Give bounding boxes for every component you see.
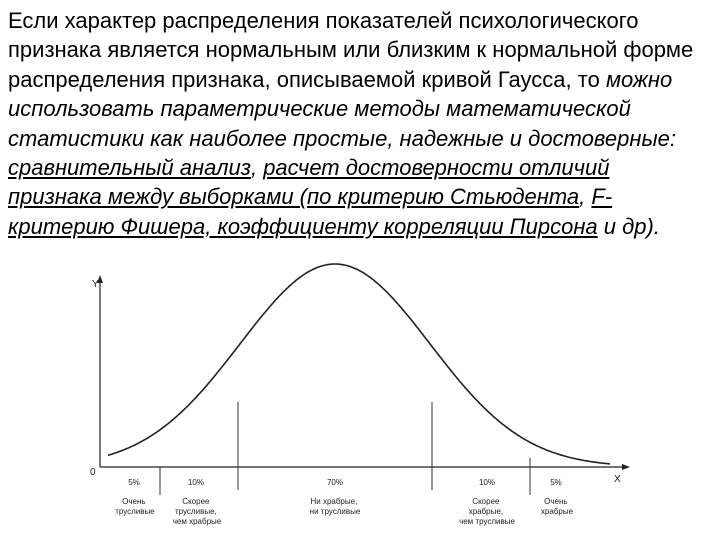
x-axis-label: X: [614, 474, 621, 485]
paragraph-italic-tail: и др).: [597, 213, 660, 239]
segment-caption-2: Скорее трусливые, чем храбрые: [172, 497, 222, 526]
paragraph-underlined-student-test: расчет достоверности отличий признака между выборками (по критерию Стьюдента: [8, 155, 610, 210]
paragraph-underlined-fisher-pearson: F-критерию Фишера, коэффициенту корреляции Пирсона: [8, 184, 613, 239]
paragraph-separator-1: ,: [250, 155, 264, 181]
segment-caption-4: Скорее храбрые, чем трусливые: [459, 497, 515, 526]
explanatory-paragraph: [8, 6, 708, 241]
segment-percent-5: 5%: [550, 478, 562, 487]
y-axis-label: Y: [92, 279, 99, 290]
gaussian-curve: [108, 264, 610, 464]
paragraph-plain-text: Если характер распределения показателей психологического признака является нормальным или близким к нормальной форме распределения признака, описываемой кривой Гаусса, то: [8, 8, 694, 92]
segment-percent-4: 10%: [478, 478, 496, 487]
segment-percent-2: 10%: [187, 478, 205, 487]
segment-caption-1: Очень трусливые: [115, 497, 155, 516]
paragraph-italic-text: можно использовать параметрические методы математической статистики как наиболее простые, надежные и достоверные:: [8, 66, 676, 151]
segment-percent-1: 5%: [128, 478, 140, 487]
x-axis-arrow: [622, 464, 630, 470]
origin-label: 0: [90, 467, 96, 478]
segment-caption-5: Очень храбрые: [540, 497, 574, 516]
paragraph-underlined-comparative-analysis: сравнительный анализ: [8, 155, 251, 181]
paragraph-separator-2: ,: [579, 184, 592, 210]
segment-percent-3: 70%: [326, 478, 344, 487]
segment-caption-3: Ни храбрые, ни трусливые: [309, 497, 361, 516]
